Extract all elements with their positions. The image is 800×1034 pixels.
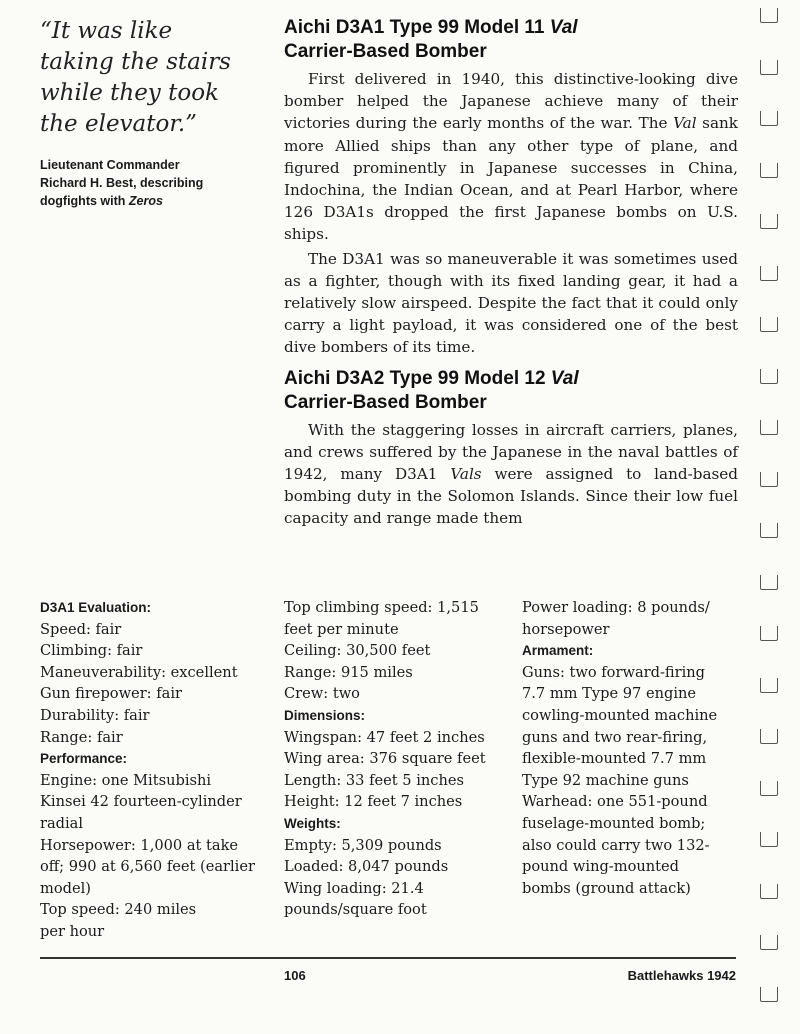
spec-heading: Weights: — [284, 815, 341, 831]
spec-line: Maneuverability: excellent — [40, 663, 238, 681]
pull-quote — [40, 16, 270, 140]
quote-line: taking the stairs — [40, 49, 231, 75]
binder-tab — [760, 884, 778, 899]
spec-line: per hour — [40, 922, 105, 940]
binder-tab — [760, 60, 778, 75]
spec-line: Wing loading: 21.4 — [284, 879, 424, 897]
spec-heading: D3A1 Evaluation: — [40, 600, 152, 615]
binder-tab — [760, 626, 778, 641]
quote-line: the elevator.” — [40, 111, 197, 137]
attribution-text: dogfights with — [40, 194, 129, 208]
spec-line: horsepower — [522, 620, 610, 638]
heading-italic: Val — [550, 367, 579, 389]
spec-line: Guns: two forward-firing — [522, 663, 706, 681]
spec-line: Ceiling: 30,500 feet — [284, 642, 431, 660]
spec-line: Top speed: 240 miles — [40, 901, 197, 919]
spec-line: Horsepower: 1,000 at take — [40, 836, 239, 854]
paragraph: With the staggering losses in aircraft carriers, planes, and crews suffered by the Japanese in the naval battles of 1942, many D3A1 Vals were assigned to land-based bombing duty in the Solomon Islands. Since their low fuel capacity and range made them — [284, 420, 738, 528]
heading-subtitle: Carrier-Based Bomber — [284, 391, 487, 413]
binder-tab — [760, 420, 778, 435]
binder-tab — [760, 214, 778, 229]
spec-line: feet per minute — [284, 620, 399, 638]
spec-line: pound wing-mounted — [522, 858, 680, 876]
page-number: 106 — [284, 968, 306, 983]
spec-line: Range: 915 miles — [284, 663, 413, 681]
spec-line: model) — [40, 879, 91, 897]
spec-line: Empty: 5,309 pounds — [284, 836, 442, 854]
paragraph: The D3A1 was so maneuverable it was sometimes used as a fighter, though with its fixed landing gear, it had a relatively slow airspeed. Despite the fact that it could only carry a light payload, it was considered one of the best dive bombers of its time. — [284, 249, 738, 357]
binder-tab — [760, 163, 778, 178]
spec-line: Speed: fair — [40, 620, 122, 638]
binder-tab — [760, 987, 778, 1002]
spec-line: Top climbing speed: 1,515 — [284, 599, 479, 616]
binder-tab — [760, 935, 778, 950]
section-heading-d3a2 — [284, 367, 738, 415]
binder-tab — [760, 781, 778, 796]
binder-tab — [760, 729, 778, 744]
attribution-line: Richard H. Best, describing — [40, 176, 204, 190]
quote-attribution — [40, 156, 280, 210]
heading-text: Aichi D3A1 Type 99 Model 11 — [284, 17, 550, 38]
spec-line: Wing area: 376 square feet — [284, 750, 486, 768]
binder-tab — [760, 678, 778, 693]
spec-line: Height: 12 feet 7 inches — [284, 793, 463, 811]
heading-subtitle: Carrier-Based Bomber — [284, 41, 487, 62]
spec-heading: Dimensions: — [284, 707, 366, 723]
book-title: Battlehawks 1942 — [627, 968, 736, 983]
spec-line: Power loading: 8 pounds/ — [522, 599, 710, 616]
article-body — [284, 16, 738, 530]
binder-tab — [760, 369, 778, 384]
binder-tab — [760, 832, 778, 847]
spec-line: pounds/square foot — [284, 901, 427, 919]
spec-line: cowling-mounted machine — [522, 706, 718, 724]
spec-line: Engine: one Mitsubishi — [40, 771, 212, 789]
spec-line: 7.7 mm Type 97 engine — [522, 685, 697, 703]
spec-column-2 — [284, 597, 504, 921]
spec-line: bombs (ground attack) — [522, 879, 691, 897]
spec-line: fuselage-mounted bomb; — [522, 814, 706, 832]
attribution-line: Lieutenant Commander — [40, 158, 180, 172]
spec-line: also could carry two 132- — [522, 836, 710, 854]
spec-line: radial — [40, 814, 84, 832]
spec-line: Durability: fair — [40, 706, 150, 724]
spec-line: Warhead: one 551-pound — [522, 793, 708, 811]
paragraph: First delivered in 1940, this distinctive-looking dive bomber helped the Japanese achieve many of their victories during the early months of the war. The Val sank more Allied ships than any other type of plane, and figured prominently in Japanese successes in China, Indochina, the Indian Ocean, and at Pearl Harbor, where 126 D3A1s dropped the first Japanese bombs on U.S. ships. — [284, 70, 738, 244]
spec-column-1 — [40, 597, 270, 943]
spec-line: guns and two rear-firing, — [522, 728, 708, 746]
section-heading-d3a1 — [284, 16, 738, 64]
quote-line: while they took — [40, 80, 219, 106]
footer-rule — [40, 957, 736, 959]
spec-line: Loaded: 8,047 pounds — [284, 858, 449, 876]
spec-column-3 — [522, 597, 742, 899]
attribution-italic: Zeros — [128, 194, 163, 208]
spec-line: Kinsei 42 fourteen-cylinder — [40, 793, 242, 811]
heading-text: Aichi D3A2 Type 99 Model 12 — [284, 367, 551, 389]
binder-tab — [760, 575, 778, 590]
binder-tab — [760, 317, 778, 332]
spec-heading: Armament: — [522, 643, 594, 659]
spec-line: Climbing: fair — [40, 642, 143, 660]
binder-tab — [760, 111, 778, 126]
spec-line: Gun firepower: fair — [40, 685, 182, 703]
quote-line: “It was like — [40, 18, 173, 44]
spec-line: Range: fair — [40, 728, 123, 746]
binder-tab — [760, 472, 778, 487]
spec-heading: Performance: — [40, 751, 128, 767]
spec-line: Crew: two — [284, 685, 360, 703]
spec-line: Type 92 machine guns — [522, 771, 689, 789]
binder-tab — [760, 266, 778, 281]
spec-line: Length: 33 feet 5 inches — [284, 771, 464, 789]
spec-line: Wingspan: 47 feet 2 inches — [284, 728, 485, 746]
spec-line: off; 990 at 6,560 feet (earlier — [40, 858, 255, 876]
binder-tab — [760, 523, 778, 538]
attribution-line — [40, 192, 280, 210]
heading-italic: Val — [549, 17, 578, 38]
spec-line: flexible-mounted 7.7 mm — [522, 750, 707, 768]
binder-tab — [760, 8, 778, 23]
